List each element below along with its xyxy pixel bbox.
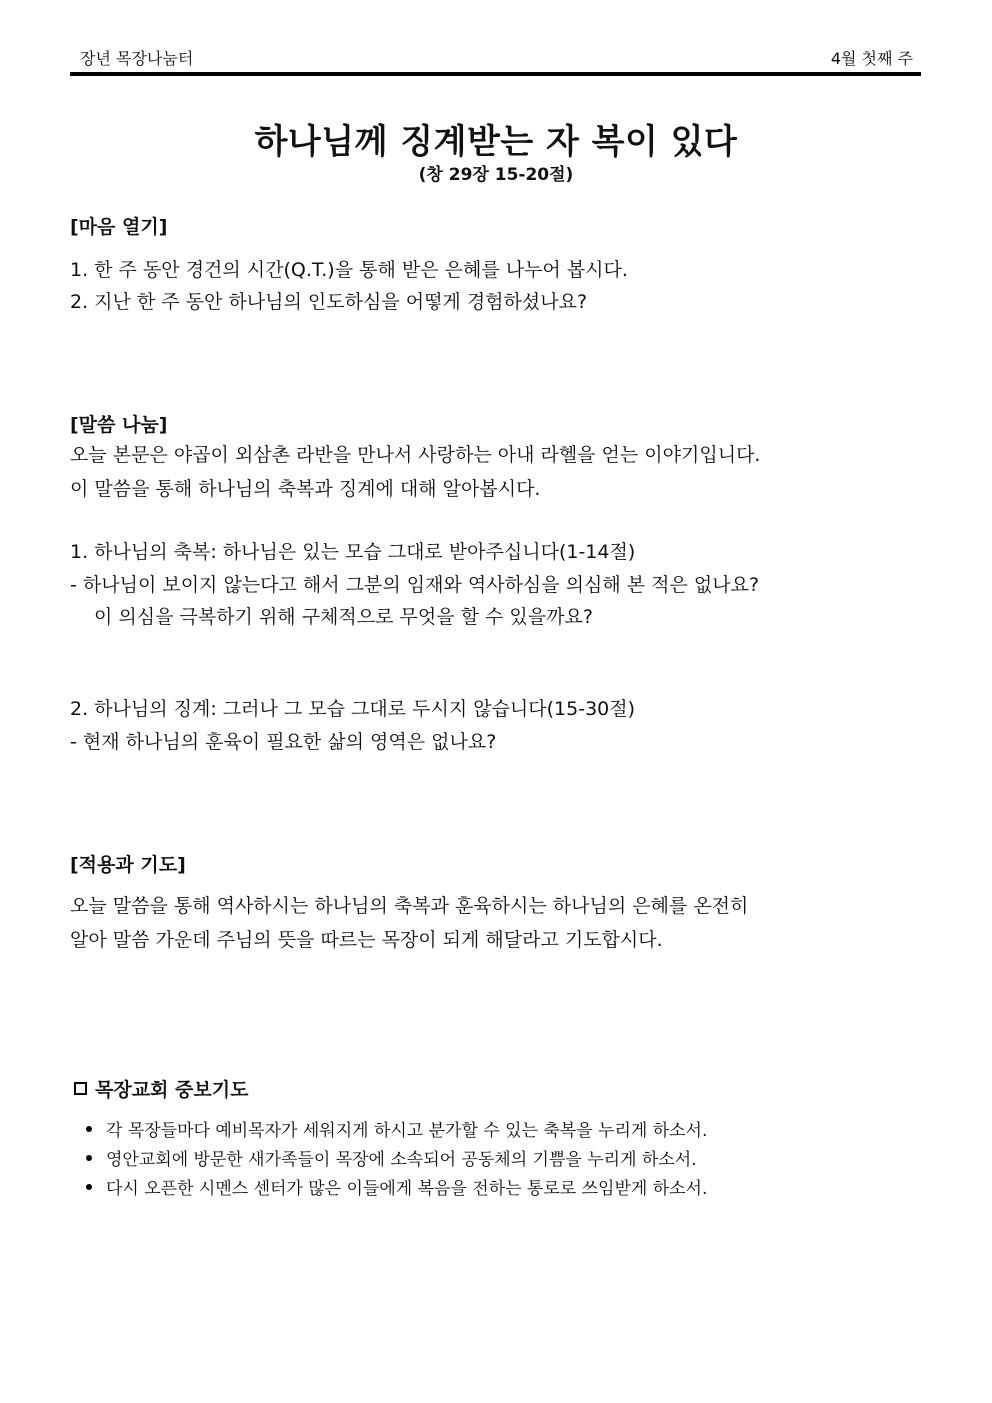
application-line-1: 오늘 말씀을 통해 역사하시는 하나님의 축복과 훈육하시는 하나님의 은혜를 온전히 xyxy=(70,895,749,917)
prayer-item-text: 각 목장들마다 예비목자가 세워지게 하시고 분가할 수 있는 축복을 누리게 하소서. xyxy=(106,1121,708,1141)
word-intro-line-2: 이 말씀을 통해 하나님의 축복과 징계에 대해 알아봅시다. xyxy=(70,478,541,500)
point-1-title: 1. 하나님의 축복: 하나님은 있는 모습 그대로 받아주십니다(1-14절) xyxy=(70,541,636,563)
prayer-list xyxy=(86,1114,707,1201)
header-left: 장년 목장나눔터 xyxy=(80,49,194,68)
prayer-heading xyxy=(74,1075,248,1102)
word-intro-line-1: 오늘 본문은 야곱이 외삼촌 라반을 만나서 사랑하는 아내 라헬을 얻는 이야기입니다. xyxy=(70,444,761,466)
list-item xyxy=(86,1172,707,1201)
list-item xyxy=(86,1114,707,1143)
page-subtitle: (창 29장 15-20절) xyxy=(418,165,574,185)
point-1-question-1: - 하나님이 보이지 않는다고 해서 그분의 임재와 역사하심을 의심해 본 적은 없나요? xyxy=(70,574,760,596)
open-heart-line-2: 2. 지난 한 주 동안 하나님의 인도하심을 어떻게 경험하셨나요? xyxy=(70,291,588,313)
point-2-title: 2. 하나님의 징계: 그러나 그 모습 그대로 두시지 않습니다(15-30절) xyxy=(70,698,636,720)
section-heading-application-prayer: [적용과 기도] xyxy=(70,854,186,876)
application-line-2: 알아 말씀 가운데 주님의 뜻을 따르는 목장이 되게 해달라고 기도합시다. xyxy=(70,929,663,951)
prayer-heading-text: 목장교회 중보기도 xyxy=(95,1079,249,1101)
page-title: 하나님께 징계받는 자 복이 있다 xyxy=(254,122,738,162)
square-box-icon xyxy=(74,1082,87,1095)
bullet-dot-icon xyxy=(86,1155,92,1161)
bullet-dot-icon xyxy=(86,1184,92,1190)
list-item xyxy=(86,1143,707,1172)
header-rule xyxy=(70,72,921,76)
header-right: 4월 첫째 주 xyxy=(830,49,913,68)
bullet-dot-icon xyxy=(86,1126,92,1132)
open-heart-line-1: 1. 한 주 동안 경건의 시간(Q.T.)을 통해 받은 은혜를 나누어 봅시다. xyxy=(70,259,628,281)
prayer-item-text: 다시 오픈한 시멘스 센터가 많은 이들에게 복음을 전하는 통로로 쓰임받게 하소서. xyxy=(106,1179,708,1199)
point-2-question-1: - 현재 하나님의 훈육이 필요한 삶의 영역은 없나요? xyxy=(70,731,497,753)
section-heading-word-sharing: [말씀 나눔] xyxy=(70,414,168,436)
prayer-item-text: 영안교회에 방문한 새가족들이 목장에 소속되어 공동체의 기쁨을 누리게 하소서. xyxy=(106,1150,697,1170)
point-1-question-2: 이 의심을 극복하기 위해 구체적으로 무엇을 할 수 있을까요? xyxy=(94,606,593,628)
section-heading-open-heart: [마음 열기] xyxy=(70,216,168,238)
